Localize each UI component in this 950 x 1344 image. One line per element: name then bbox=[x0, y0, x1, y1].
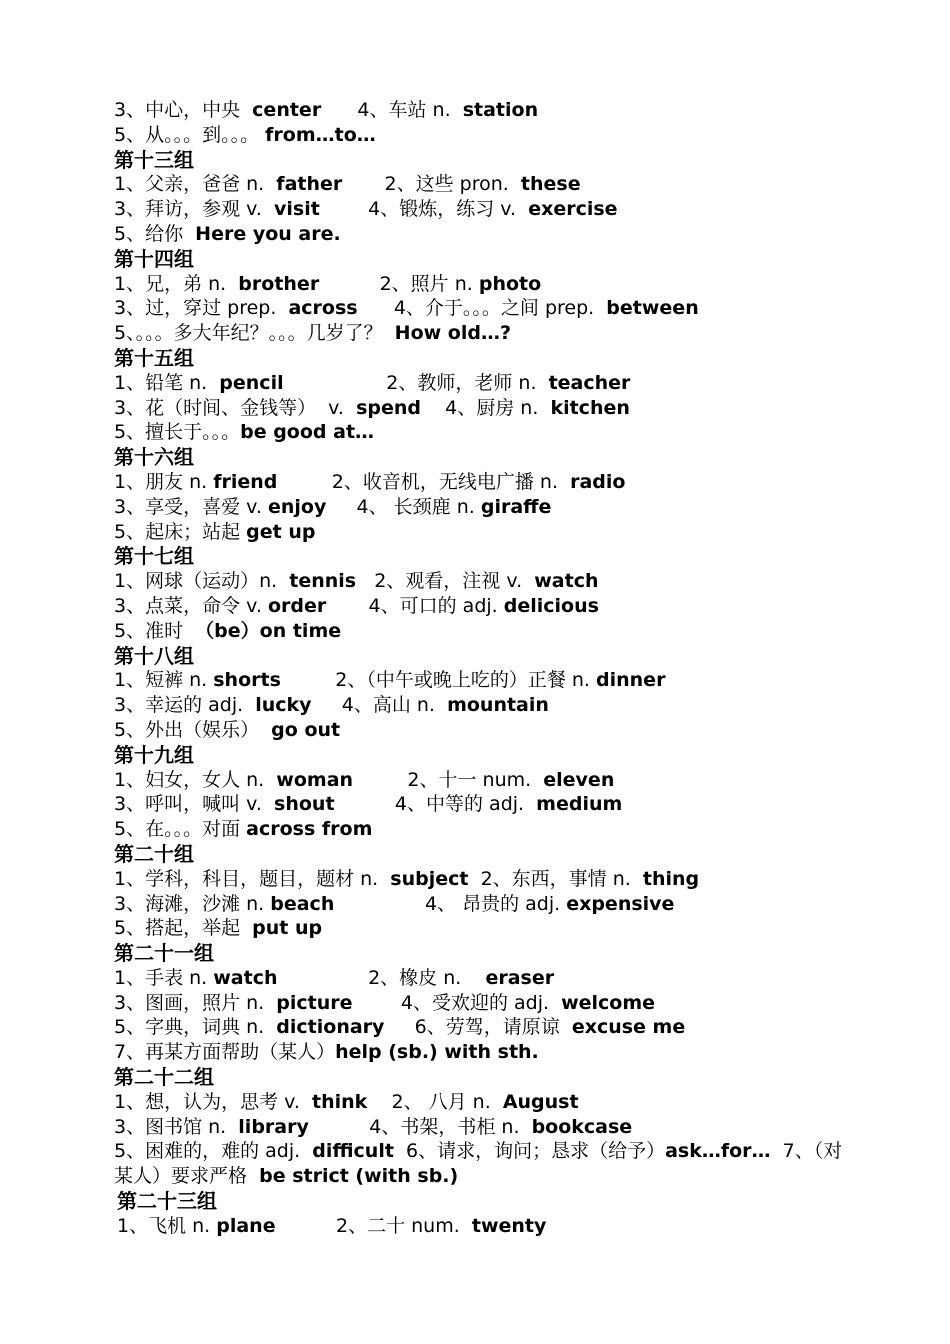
english-term: beach bbox=[270, 892, 335, 915]
chinese-text: 5、困难的，难的 adj. bbox=[114, 1140, 313, 1163]
chinese-text: 5、从。。。到。。。 bbox=[114, 123, 266, 146]
chinese-text: 2、照片 n. bbox=[319, 272, 479, 295]
chinese-text: 6、劳驾，请原谅 bbox=[384, 1016, 572, 1039]
chinese-text: 1、铅笔 n. bbox=[114, 371, 220, 394]
english-term: giraffe bbox=[480, 495, 552, 518]
english-term: eraser bbox=[485, 966, 555, 989]
chinese-text: 3、幸运的 adj. bbox=[114, 694, 256, 717]
english-term: watch bbox=[534, 570, 599, 593]
vocab-line bbox=[114, 892, 844, 917]
chinese-text: 5、在。。。对面 bbox=[114, 818, 247, 841]
english-term: watch bbox=[213, 966, 278, 989]
chinese-text: 5、准时 bbox=[114, 619, 196, 642]
chinese-text: 第十八组 bbox=[114, 643, 194, 668]
chinese-text: 4、受欢迎的 adj. bbox=[352, 991, 562, 1014]
group-heading bbox=[114, 247, 844, 272]
chinese-text: 第十五组 bbox=[114, 345, 194, 370]
english-term: put up bbox=[252, 917, 323, 940]
chinese-text: 3、图画，照片 n. bbox=[114, 991, 277, 1014]
chinese-text: 第二十组 bbox=[114, 841, 194, 866]
chinese-text: 2、收音机，无线电广播 n. bbox=[277, 470, 571, 493]
chinese-text: 3、过，穿过 prep. bbox=[114, 297, 289, 320]
chinese-text: 第十九组 bbox=[114, 742, 194, 767]
english-term: help (sb.) with sth. bbox=[335, 1041, 539, 1064]
english-term: across from bbox=[246, 818, 373, 841]
group-heading bbox=[114, 544, 844, 569]
english-term: across bbox=[288, 297, 358, 320]
vocab-line bbox=[114, 371, 844, 396]
vocabulary-list bbox=[114, 98, 844, 1239]
group-heading bbox=[114, 1065, 844, 1090]
chinese-text: 4、厨房 n. bbox=[421, 396, 551, 419]
chinese-text: 第十四组 bbox=[114, 246, 194, 271]
english-term: brother bbox=[238, 272, 320, 295]
group-heading bbox=[114, 1189, 844, 1214]
english-term: friend bbox=[213, 470, 278, 493]
english-term: dictionary bbox=[276, 1016, 385, 1039]
group-heading bbox=[114, 445, 844, 470]
vocab-line bbox=[114, 668, 844, 693]
chinese-text: 1、兄，弟 n. bbox=[114, 272, 239, 295]
english-term: exercise bbox=[528, 198, 618, 221]
chinese-text: 第二十二组 bbox=[114, 1065, 214, 1090]
chinese-text: 第二十一组 bbox=[114, 941, 214, 966]
chinese-text: 3、图书馆 n. bbox=[114, 1115, 239, 1138]
english-term: lucky bbox=[255, 694, 312, 717]
english-term: photo bbox=[478, 272, 542, 295]
group-heading bbox=[114, 941, 844, 966]
vocab-line bbox=[114, 1090, 844, 1115]
english-term: （be）on time bbox=[195, 619, 342, 642]
vocab-line bbox=[114, 470, 844, 495]
chinese-text: 3、点菜，命令 v. bbox=[114, 594, 268, 617]
vocab-line bbox=[114, 1214, 844, 1239]
group-heading bbox=[114, 644, 844, 669]
vocab-line bbox=[114, 296, 844, 321]
chinese-text: 2、这些 pron. bbox=[342, 173, 521, 196]
chinese-text: 3、呼叫，喊叫 v. bbox=[114, 793, 275, 816]
chinese-text: 1、飞机 n. bbox=[117, 1214, 217, 1237]
chinese-text: 1、朋友 n. bbox=[114, 470, 214, 493]
vocab-line bbox=[114, 222, 844, 247]
english-term: August bbox=[502, 1090, 579, 1113]
english-term: father bbox=[276, 173, 343, 196]
chinese-text: 2、橡皮 n. bbox=[277, 966, 486, 989]
chinese-text: 2、教师，老师 n. bbox=[283, 371, 549, 394]
chinese-text: 3、享受，喜爱 v. bbox=[114, 495, 268, 518]
vocab-line bbox=[114, 619, 844, 644]
vocab-line bbox=[114, 867, 844, 892]
chinese-text: 第十六组 bbox=[114, 445, 194, 470]
chinese-text: 5、擅长于。。。 bbox=[114, 421, 241, 444]
english-term: shout bbox=[274, 793, 335, 816]
vocab-line bbox=[114, 792, 844, 817]
chinese-text: 第十三组 bbox=[114, 147, 194, 172]
vocab-line bbox=[114, 991, 844, 1016]
english-term: picture bbox=[276, 991, 353, 1014]
english-term: order bbox=[267, 594, 327, 617]
english-term: library bbox=[238, 1115, 309, 1138]
vocab-line bbox=[114, 321, 844, 346]
chinese-text: 2、观看，注视 v. bbox=[356, 570, 535, 593]
english-term: radio bbox=[570, 470, 626, 493]
vocab-line bbox=[114, 817, 844, 842]
english-term: woman bbox=[276, 768, 354, 791]
chinese-text: 1、学科，科目，题目，题材 n. bbox=[114, 867, 391, 890]
english-term: subject bbox=[390, 867, 469, 890]
vocab-line bbox=[114, 966, 844, 991]
chinese-text: 1、妇女，女人 n. bbox=[114, 768, 277, 791]
vocab-line bbox=[114, 1115, 844, 1140]
english-term: delicious bbox=[503, 594, 599, 617]
english-term: plane bbox=[216, 1214, 276, 1237]
group-heading bbox=[114, 148, 844, 173]
chinese-text: 6、请求，询问；恳求（给予） bbox=[393, 1140, 666, 1163]
chinese-text: 5、搭起，举起 bbox=[114, 917, 253, 940]
chinese-text: 1、想，认为，思考 v. bbox=[114, 1090, 313, 1113]
vocab-line bbox=[114, 1040, 844, 1065]
chinese-text: 3、拜访，参观 v. bbox=[114, 198, 275, 221]
vocab-line bbox=[114, 718, 844, 743]
chinese-text: 第十七组 bbox=[114, 544, 194, 569]
chinese-text: 2、十一 num. bbox=[353, 768, 544, 791]
english-term: from…to… bbox=[265, 123, 376, 146]
english-term: these bbox=[520, 173, 581, 196]
group-heading bbox=[114, 842, 844, 867]
english-term: expensive bbox=[566, 892, 675, 915]
english-term: think bbox=[312, 1090, 368, 1113]
english-term: shorts bbox=[213, 669, 281, 692]
english-term: mountain bbox=[447, 694, 549, 717]
chinese-text: 3、花（时间、金钱等） v. bbox=[114, 396, 357, 419]
chinese-text: 4、介于。。。之间 prep. bbox=[357, 297, 607, 320]
vocab-line bbox=[114, 98, 844, 123]
chinese-text: 第二十三组 bbox=[117, 1189, 217, 1214]
group-heading bbox=[114, 346, 844, 371]
vocab-line bbox=[114, 1015, 844, 1040]
chinese-text: 5、起床；站起 bbox=[114, 520, 247, 543]
chinese-text: 4、书架，书柜 n. bbox=[308, 1115, 532, 1138]
english-term: visit bbox=[274, 198, 320, 221]
chinese-text: 5、字典，词典 n. bbox=[114, 1016, 277, 1039]
english-term: difficult bbox=[312, 1140, 394, 1163]
vocab-line bbox=[114, 172, 844, 197]
chinese-text: 2、二十 num. bbox=[275, 1214, 472, 1237]
chinese-text: 1、网球（运动）n. bbox=[114, 570, 290, 593]
english-term: teacher bbox=[548, 371, 631, 394]
vocab-line bbox=[114, 396, 844, 421]
english-term: How old…? bbox=[394, 322, 511, 345]
chinese-text: 5、。。。多大年纪？。。。几岁了？ bbox=[114, 322, 395, 345]
english-term: kitchen bbox=[550, 396, 630, 419]
english-term: tennis bbox=[289, 570, 357, 593]
english-term: enjoy bbox=[267, 495, 327, 518]
english-term: welcome bbox=[561, 991, 656, 1014]
vocab-line bbox=[114, 569, 844, 594]
vocab-line bbox=[114, 272, 844, 297]
chinese-text: 3、中心，中央 bbox=[114, 99, 253, 121]
english-term: dinner bbox=[596, 669, 666, 692]
chinese-text: 4、中等的 adj. bbox=[334, 793, 537, 816]
vocab-line bbox=[114, 693, 844, 718]
chinese-text: 4、 长颈鹿 n. bbox=[326, 495, 481, 518]
english-term: Here you are. bbox=[195, 222, 341, 245]
chinese-text: 1、手表 n. bbox=[114, 966, 214, 989]
vocab-line bbox=[114, 495, 844, 520]
english-term: station bbox=[462, 99, 539, 121]
chinese-text: 4、 昂贵的 adj. bbox=[334, 892, 567, 915]
chinese-text: 7、再某方面帮助（某人） bbox=[114, 1041, 336, 1064]
english-term: eleven bbox=[543, 768, 615, 791]
english-term: be good at… bbox=[240, 421, 375, 444]
vocab-line bbox=[114, 420, 844, 445]
vocab-line bbox=[114, 768, 844, 793]
english-term: get up bbox=[246, 520, 316, 543]
chinese-text: 5、给你 bbox=[114, 222, 196, 245]
english-term: go out bbox=[271, 718, 341, 741]
chinese-text: 7、（对某人）要求严格 bbox=[114, 1140, 843, 1188]
english-term: center bbox=[252, 99, 322, 121]
chinese-text: 2、（中午或晚上吃的）正餐 n. bbox=[280, 669, 597, 692]
chinese-text: 2、 八月 n. bbox=[367, 1090, 503, 1113]
english-term: pencil bbox=[219, 371, 284, 394]
chinese-text: 4、可口的 adj. bbox=[326, 594, 504, 617]
english-term: excuse me bbox=[571, 1016, 686, 1039]
english-term: medium bbox=[536, 793, 623, 816]
chinese-text: 5、外出（娱乐） bbox=[114, 718, 272, 741]
chinese-text: 1、短裤 n. bbox=[114, 669, 214, 692]
vocab-line bbox=[114, 594, 844, 619]
vocab-line bbox=[114, 520, 844, 545]
english-term: be strict (with sb.) bbox=[259, 1165, 459, 1188]
chinese-text: 4、高山 n. bbox=[311, 694, 448, 717]
english-term: ask…for… bbox=[665, 1140, 771, 1163]
english-term: spend bbox=[356, 396, 421, 419]
english-term: between bbox=[606, 297, 699, 320]
english-term: twenty bbox=[471, 1214, 547, 1237]
vocab-line bbox=[114, 1139, 844, 1189]
vocab-line bbox=[114, 197, 844, 222]
chinese-text: 3、海滩，沙滩 n. bbox=[114, 892, 271, 915]
vocab-line bbox=[114, 123, 844, 148]
chinese-text: 2、东西，事情 n. bbox=[468, 867, 643, 890]
chinese-text: 4、锻炼，练习 v. bbox=[319, 198, 529, 221]
group-heading bbox=[114, 743, 844, 768]
chinese-text: 1、父亲，爸爸 n. bbox=[114, 173, 277, 196]
english-term: bookcase bbox=[531, 1115, 633, 1138]
chinese-text: 4、车站 n. bbox=[321, 99, 463, 121]
english-term: thing bbox=[642, 867, 700, 890]
vocab-line bbox=[114, 916, 844, 941]
